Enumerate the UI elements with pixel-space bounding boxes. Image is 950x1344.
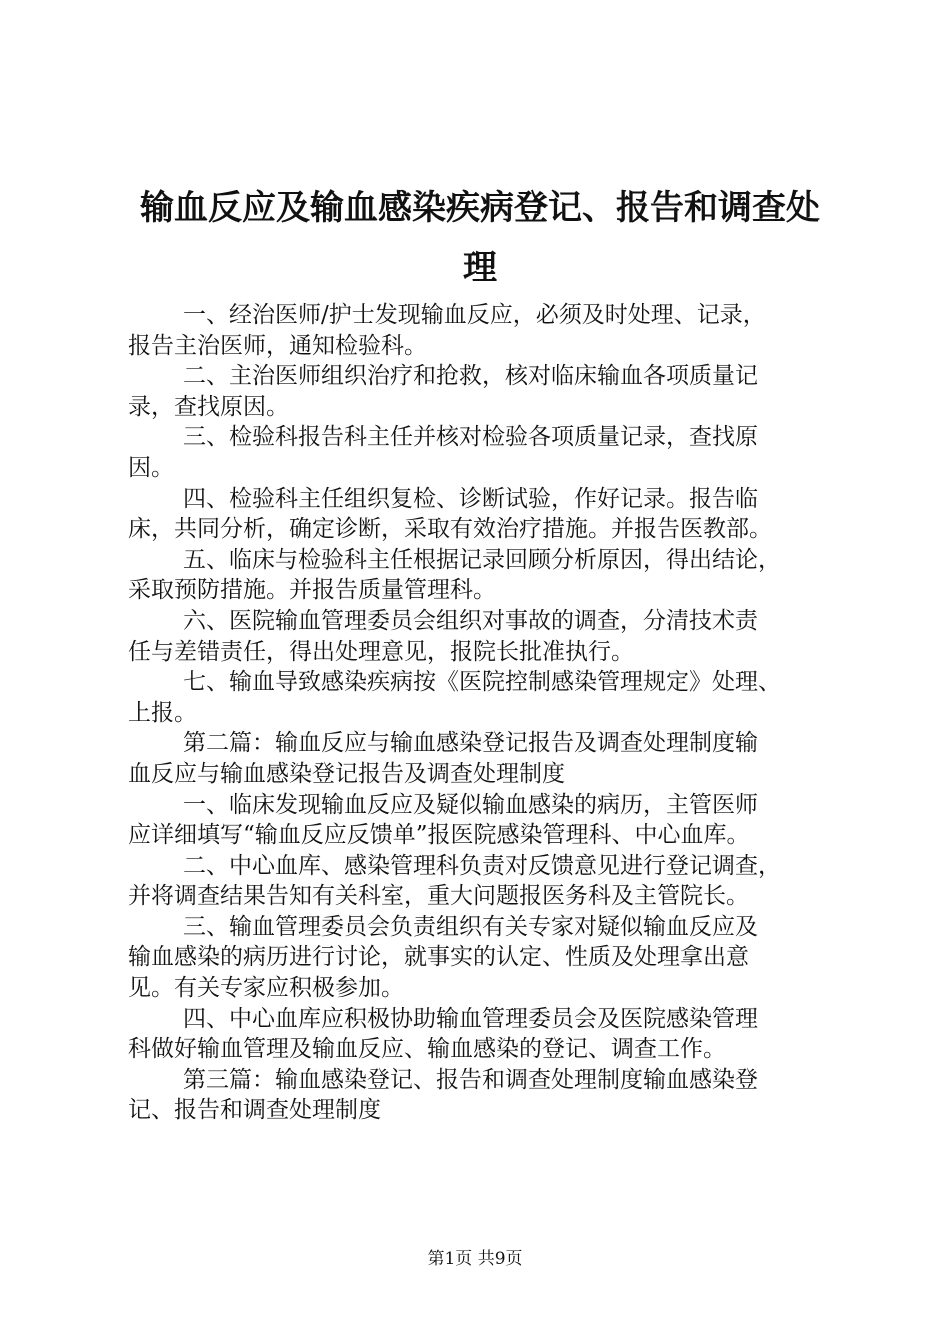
paragraph-4: 四、检验科主任组织复检、诊断试验，作好记录。报告临 床，共同分析，确定诊断，采取有效治疗措施。并报告医教部。 xyxy=(128,485,772,543)
paragraph-9: 一、临床发现输血反应及疑似输血感染的病历，主管医师 应详细填写“输血反应反馈单”报医院感染管理科、中心血库。 xyxy=(128,791,758,849)
paragraph-1: 一、经治医师/护士发现输血反应，必须及时处理、记录， 报告主治医师，通知检验科。 xyxy=(128,302,766,359)
paragraph-12: 四、中心血库应积极协助输血管理委员会及医院感染管理 科做好输血管理及输血反应、输血感染的登记、调查工作。 xyxy=(128,1005,758,1063)
paragraph-5: 五、临床与检验科主任根据记录回顾分析原因，得出结论， 采取预防措施。并报告质量管理科。 xyxy=(128,546,781,604)
paragraph-2: 二、主治医师组织治疗和抢救，核对临床输血各项质量记 录，查找原因。 xyxy=(128,363,758,420)
paragraph-7: 七、输血导致感染疾病按《医院控制感染管理规定》处理、 上报。 xyxy=(128,669,781,726)
paragraph-8: 第二篇：输血反应与输血感染登记报告及调查处理制度输 血反应与输血感染登记报告及调查处理制度 xyxy=(128,730,758,787)
document-title-line1: 输血反应及输血感染疾病登记、报告和调查处 xyxy=(140,188,820,228)
document-title-line2: 理 xyxy=(463,248,497,288)
paragraph-13: 第三篇：输血感染登记、报告和调查处理制度输血感染登 记、报告和调查处理制度 xyxy=(128,1066,758,1124)
paragraph-11: 三、输血管理委员会负责组织有关专家对疑似输血反应及 输血感染的病历进行讨论，就事实的认定、性质及处理拿出意 见。有关专家应积极参加。 xyxy=(128,913,758,1002)
paragraph-10: 二、中心血库、感染管理科负责对反馈意见进行登记调查， 并将调查结果告知有关科室，重大问题报医务科及主管院长。 xyxy=(128,852,781,910)
page-footer: 第1页 共9页 xyxy=(427,1249,523,1269)
paragraph-3: 三、检验科报告科主任并核对检验各项质量记录，查找原 因。 xyxy=(128,424,758,481)
document-body xyxy=(128,300,858,1126)
paragraph-6: 六、医院输血管理委员会组织对事故的调查，分清技术责 任与差错责任，得出处理意见，报院长批准执行。 xyxy=(128,607,758,665)
